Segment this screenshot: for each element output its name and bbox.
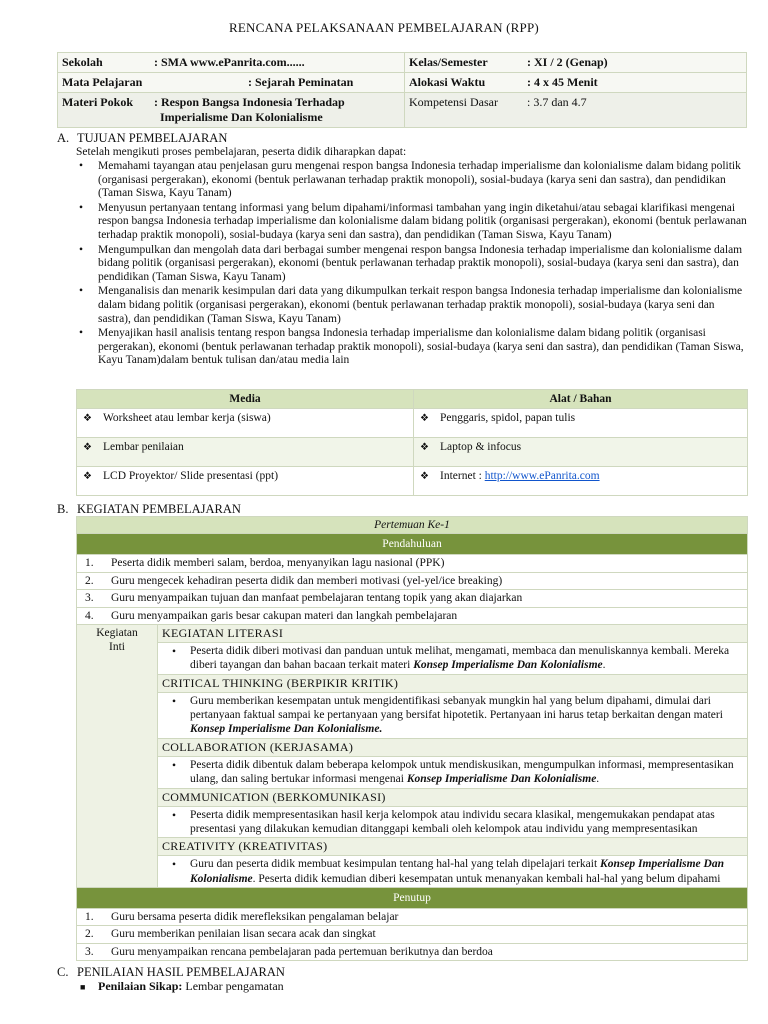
table-row: 2. Guru memberikan penilaian lisan secara acak dan singkat	[77, 926, 748, 943]
list-item: • Menyajikan hasil analisis tentang respon bangsa Indonesia terhadap imperialisme dan kolonialisme dalam bidang politik (organisasi pergerakan), ekonomi (bentuk perlawanan terhadap praktik monopoli), sosial-budaya (karya seni dan sastra), dan pendidikan (Taman Siswa, Kayu Tanam)dalam bentuk tulisan dan/atau media lain	[79, 327, 744, 367]
table-row: 2. Guru mengecek kehadiran peserta didik dan memberi motivasi (yel-yel/ice breaking)	[77, 572, 748, 589]
table-row: 3. Guru menyampaikan rencana pembelajaran pada pertemuan berikutnya dan berdoa	[77, 943, 748, 960]
media-header: Media	[77, 390, 414, 409]
sekolah-label: Sekolah	[62, 55, 103, 69]
media-table	[76, 389, 748, 496]
bullet-icon: •	[79, 327, 84, 340]
list-item: • Menyusun pertanyaan tentang informasi yang belum dipahami/informasi tambahan yang ingin diketahui/atau sebagai klarifikasi mengenai respon bangsa Indonesia terhadap imperialisme dan kolonialisme dalam bidang politik (organisasi pergerakan), ekonomi (bentuk perlawanan terhadap praktik monopoli), sosial-budaya (karya seni dan sastra), dan pendidikan (Taman Siswa, Kayu Tanam)	[79, 201, 747, 241]
diamond-bullet-icon: ❖	[83, 413, 92, 425]
bullet-icon: •	[172, 759, 177, 772]
materi-value-line1: : Respon Bangsa Indonesia Terhadap	[154, 95, 345, 109]
table-row: 1. Peserta didik memberi salam, berdoa, menyanyikan lagu nasional (PPK)	[77, 555, 748, 572]
collaboration-heading: COLLABORATION (KERJASAMA)	[158, 738, 748, 756]
list-item: • Mengumpulkan dan mengolah data dari berbagai sumber mengenai respon bangsa Indonesia terhadap imperialisme dan kolonialisme dalam bidang politik (organisasi pergerakan), ekonomi (bentuk perlawanan terhadap praktik monopoli), sosial-budaya (karya seni dan sastra), dan pendidikan (Taman Siswa, Kayu Tanam)	[79, 243, 743, 283]
materi-value-line2: Imperialisme Dan Kolonialisme	[160, 110, 323, 124]
square-bullet-icon: ■	[80, 982, 86, 992]
sekolah-value: : SMA www.ePanrita.com......	[154, 55, 305, 69]
table-row: 4. Guru menyampaikan garis besar cakupan materi dan langkah pembelajaran	[77, 607, 748, 624]
alokasi-value: : 4 x 45 Menit	[527, 75, 598, 89]
critical-thinking-heading: CRITICAL THINKING (BERPIKIR KRITIK)	[158, 674, 748, 692]
diamond-bullet-icon: ❖	[83, 442, 92, 454]
document-title: RENCANA PELAKSANAAN PEMBELAJARAN (RPP)	[229, 20, 539, 35]
table-row: 3. Guru menyampaikan tujuan dan manfaat pembelajaran tentang topik yang akan diajarkan	[77, 590, 748, 607]
section-c-heading: C. PENILAIAN HASIL PEMBELAJARAN	[57, 965, 285, 979]
bullet-icon: •	[172, 695, 177, 708]
diamond-bullet-icon: ❖	[83, 471, 92, 483]
diamond-bullet-icon: ❖	[420, 471, 429, 483]
bullet-icon: •	[79, 160, 84, 172]
alat-header: Alat / Bahan	[414, 390, 748, 409]
tujuan-list	[76, 160, 748, 369]
mapel-value: : Sejarah Peminatan	[248, 75, 354, 89]
literasi-heading: KEGIATAN LITERASI	[158, 624, 748, 642]
bullet-icon: •	[79, 201, 84, 214]
kegiatan-inti-label: Kegiatan Inti	[77, 624, 158, 887]
creativity-heading: CREATIVITY (KREATIVITAS)	[158, 838, 748, 856]
table-row: ❖ LCD Proyektor/ Slide presentasi (ppt) ❖ Internet : http://www.ePanrita.com	[77, 467, 748, 496]
critical-thinking-item: • Guru memberikan kesempatan untuk mengidentifikasi sebanyak mungkin hal yang belum dipahami, dimulai dari pertanyaan faktual sampai ke pertanyaan yang bersifat hipotetik. Pertanyaan ini harus tetap berkaitan dengan materi Konsep Imperialisme Dan Kolonialisme.	[172, 694, 723, 736]
bullet-icon: •	[172, 645, 177, 658]
diamond-bullet-icon: ❖	[420, 413, 429, 425]
creativity-item: • Guru dan peserta didik membuat kesimpulan tentang hal-hal yang telah dipelajari terkait Konsep Imperialisme Dan Kolonialisme. Peserta didik kemudian diberi kesempatan untuk menanyakan kembali hal-hal yang belum dipahami	[172, 858, 724, 885]
table-row: 1. Guru bersama peserta didik merefleksikan pengalaman belajar	[77, 909, 748, 926]
section-a-heading: A. TUJUAN PEMBELAJARAN	[57, 131, 228, 145]
kd-label: Kompetensi Dasar	[409, 95, 498, 109]
list-item: • Memahami tayangan atau penjelasan guru mengenai respon bangsa Indonesia terhadap imperialisme dan kolonialisme dalam bidang politik (organisasi pergerakan), ekonomi (bentuk perlawanan terhadap praktik monopoli), sosial-budaya (karya seni dan sastra), dan pendidikan (Taman Siswa, Kayu Tanam)	[79, 160, 741, 200]
section-b-heading: B. KEGIATAN PEMBELAJARAN	[57, 502, 241, 516]
bullet-icon: •	[79, 243, 84, 256]
alokasi-label: Alokasi Waktu	[409, 75, 486, 89]
epanrita-link[interactable]: http://www.ePanrita.com	[484, 470, 600, 483]
section-a-intro: Setelah mengikuti proses pembelajaran, peserta didik diharapkan dapat:	[76, 146, 407, 158]
communication-item: • Peserta didik mempresentasikan hasil kerja kelompok atau individu secara klasikal, mengemukakan pendapat atas presentasi yang dilakukan kemudian ditanggapi kembali oleh kelompok atau individu yang mempresentasikan	[172, 808, 715, 835]
literasi-item: • Peserta didik diberi motivasi dan panduan untuk melihat, mengamati, membaca dan menuliskannya kembali. Mereka diberi tayangan dan bahan bacaan terkait materi Konsep Imperialisme Dan Kolonialisme.	[172, 644, 730, 672]
kelas-value: : XI / 2 (Genap)	[527, 55, 608, 69]
kegiatan-table	[76, 516, 748, 961]
list-item: • Menganalisis dan menarik kesimpulan dari data yang dikumpulkan terkait respon bangsa Indonesia terhadap imperialisme dan kolonialisme dalam bidang politik (organisasi pergerakan), ekonomi (bentuk perlawanan terhadap praktik monopoli), sosial-budaya (karya seni dan sastra), dan pendidikan (Taman Siswa, Kayu Tanam)	[79, 285, 743, 325]
pendahuluan-heading: Pendahuluan	[77, 534, 748, 555]
penilaian-sikap-item: ■ Penilaian Sikap: Lembar pengamatan	[80, 979, 284, 993]
bullet-icon: •	[79, 285, 84, 298]
header-info-table	[57, 52, 747, 128]
pertemuan-heading: Pertemuan Ke-1	[77, 517, 748, 534]
bullet-icon: •	[172, 859, 177, 872]
materi-label: Materi Pokok	[62, 95, 133, 109]
penutup-heading: Penutup	[77, 888, 748, 909]
bullet-icon: •	[172, 809, 177, 822]
kelas-label: Kelas/Semester	[409, 55, 488, 69]
kd-value: : 3.7 dan 4.7	[527, 95, 587, 109]
table-row: ❖ Lembar penilaian ❖ Laptop & infocus	[77, 438, 748, 467]
diamond-bullet-icon: ❖	[420, 442, 429, 454]
table-row: ❖ Worksheet atau lembar kerja (siswa) ❖ Penggaris, spidol, papan tulis	[77, 409, 748, 438]
communication-heading: COMMUNICATION (BERKOMUNIKASI)	[158, 788, 748, 806]
collaboration-item: • Peserta didik dibentuk dalam beberapa kelompok untuk mendiskusikan, mengumpulkan informasi, mempresentasikan ulang, dan saling bertukar informasi mengenai Konsep Imperialisme Dan Kolonialisme.	[172, 758, 734, 786]
mapel-label: Mata Pelajaran	[62, 75, 143, 89]
